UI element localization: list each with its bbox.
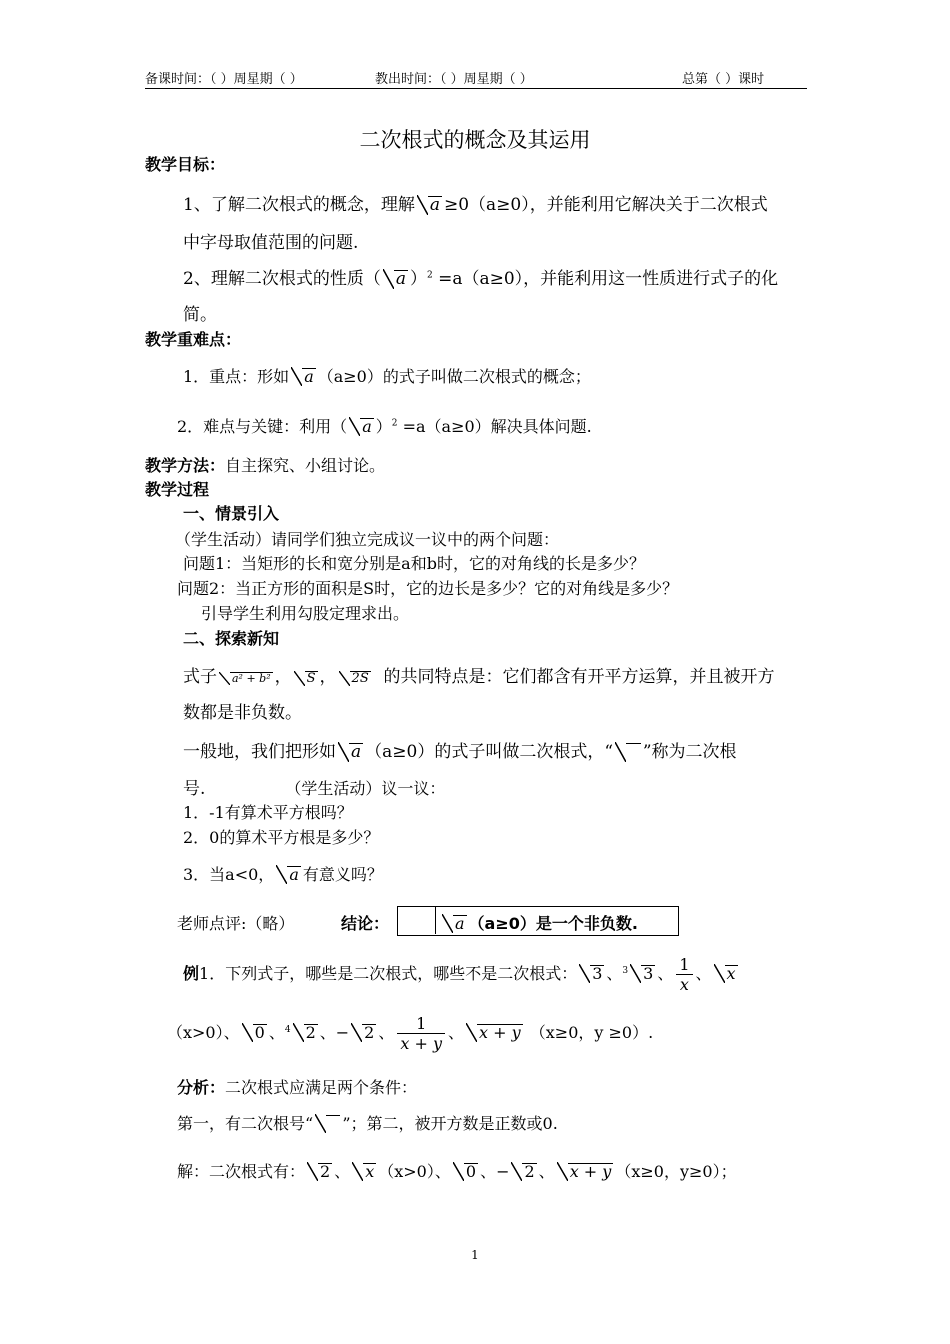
- page-number: 1: [471, 1248, 479, 1262]
- section1-activity: （学生活动）请同学们独立完成议一议中的两个问题：: [175, 530, 560, 549]
- conditions-line: 第一，有二次根号“ ”；第二，被开方数是正数或0.: [177, 1114, 558, 1133]
- header-total-lessons: 总第（ ）课时: [682, 72, 765, 87]
- radical-sign-glyph: [615, 742, 641, 762]
- sqrt-2S: 2S: [339, 671, 371, 686]
- objective-1: 1、了解二次根式的概念，理解 a ≥0（a≥0），并能利用它解决关于二次根式: [183, 195, 768, 215]
- sqrt-x-plus-y: x + y: [466, 1023, 523, 1042]
- sqrt-a: a: [276, 865, 301, 884]
- answer-line: 解：二次根式有： 2 、 x （x>0）、 0 、− 2 、 x + y （x≥0，y≥0）；: [177, 1162, 737, 1181]
- neg-sqrt-2: 2: [351, 1023, 376, 1042]
- method-text: 自主探究、小组讨论。: [225, 456, 386, 475]
- discussion-2: 2．0的算术平方根是多少？: [183, 828, 380, 847]
- keypoint-1: 1．重点：形如 a （a≥0）的式子叫做二次根式的概念；: [183, 367, 591, 386]
- section1-heading: 一、情景引入: [183, 504, 280, 523]
- sqrt-S: S: [294, 671, 318, 686]
- sqrt-a: a: [417, 195, 442, 215]
- sqrt-0: 0: [453, 1162, 478, 1181]
- section2-para2: 一般地，我们把形如 a （a≥0）的式子叫做二次根式，“ ”称为二次根: [183, 742, 737, 762]
- objectives-heading: 教学目标：: [145, 155, 226, 174]
- sqrt-x-plus-y: x + y: [557, 1162, 614, 1181]
- sqrt-a: a: [349, 417, 374, 436]
- question-2: 问题2：当正方形的面积是S时，它的边长是多少？它的对角线是多少？: [177, 579, 679, 598]
- radical-sign-glyph: [315, 1114, 340, 1133]
- section2-heading: 二、探索新知: [183, 629, 280, 648]
- page-header: [145, 66, 807, 89]
- conclusion-label: 结论：: [341, 914, 390, 933]
- sqrt-3: 3: [579, 964, 604, 983]
- discussion-1: 1．-1有算术平方根吗？: [183, 803, 353, 822]
- sqrt-a: a: [383, 269, 408, 289]
- method-label: 教学方法：: [145, 456, 226, 475]
- discussion-3: 3．当a<0， a 有意义吗？: [183, 865, 383, 884]
- objective-1-cont: 中字母取值范围的问题.: [183, 233, 359, 253]
- sqrt-2: 2: [307, 1162, 332, 1181]
- method-line: [145, 453, 385, 476]
- sqrt-0: 0: [242, 1023, 267, 1042]
- fourthroot-2: 2: [293, 1023, 318, 1042]
- section2-para1-cont: 数都是非负数。: [183, 703, 302, 723]
- process-heading: 教学过程: [145, 480, 210, 499]
- analysis-label: 分析：: [177, 1078, 226, 1097]
- header-teach-time: 教出时间：（ ）周星期（ ）: [375, 72, 533, 87]
- example-1-line1: 例1．下列式子，哪些是二次根式，哪些不是二次根式： 3 、$^3$ 3 、 $\frac{1}{x}$ 、 x: [183, 955, 736, 995]
- keypoint-2: 2．难点与关键：利用（ a ）$^2$ =a（a≥0）解决具体问题.: [177, 417, 592, 436]
- header-prep-time: 备课时间：（ ）周星期（ ）: [145, 72, 303, 87]
- section2-para1: 式子 a² + b² ， S ， 2S 的共同特点是：它们都含有开平方运算，并且被开方: [183, 667, 775, 687]
- cuberoot-3: 3: [630, 964, 655, 983]
- neg-sqrt-2: 2: [511, 1162, 536, 1181]
- sqrt-x: x: [352, 1162, 376, 1181]
- objective-2: 2、理解二次根式的性质（ a ）$^2$ =a（a≥0），并能利用这一性质进行式子的化: [183, 269, 779, 289]
- conclusion-blank: [397, 906, 436, 934]
- sqrt-a: a: [442, 914, 467, 933]
- example-1-line2: （x>0）、 0 、$^4$ 2 、− 2 、 $\frac{1}{x + y}$ 、 x + y （x≥0，y ≥0）.: [167, 1014, 654, 1054]
- section1-guide: 引导学生利用勾股定理求出。: [201, 604, 410, 623]
- fraction-1-over-x: $\frac{1}{x}$: [676, 955, 692, 994]
- sqrt-a: a: [338, 742, 363, 762]
- section2-para2-cont: 号. （学生活动）议一议：: [183, 779, 446, 799]
- question-1: 问题1：当矩形的长和宽分别是a和b时，它的对角线的长是多少？: [183, 554, 645, 573]
- conclusion-text: a （a≥0）是一个非负数.: [440, 911, 638, 934]
- sqrt-a: a: [291, 367, 316, 386]
- sqrt-x: x: [714, 964, 738, 983]
- sqrt-a2-b2: a² + b²: [219, 672, 273, 685]
- example-label: 例: [183, 964, 200, 984]
- keypoints-heading: 教学重难点：: [145, 330, 242, 349]
- teacher-comment: 老师点评:（略）: [177, 914, 295, 933]
- analysis-line: 分析：二次根式应满足两个条件：: [177, 1078, 418, 1097]
- document-title: 二次根式的概念及其运用: [359, 128, 591, 152]
- objective-2-cont: 简。: [183, 305, 217, 325]
- fraction-1-over-x-plus-y: $\frac{1}{x + y}$: [397, 1014, 445, 1053]
